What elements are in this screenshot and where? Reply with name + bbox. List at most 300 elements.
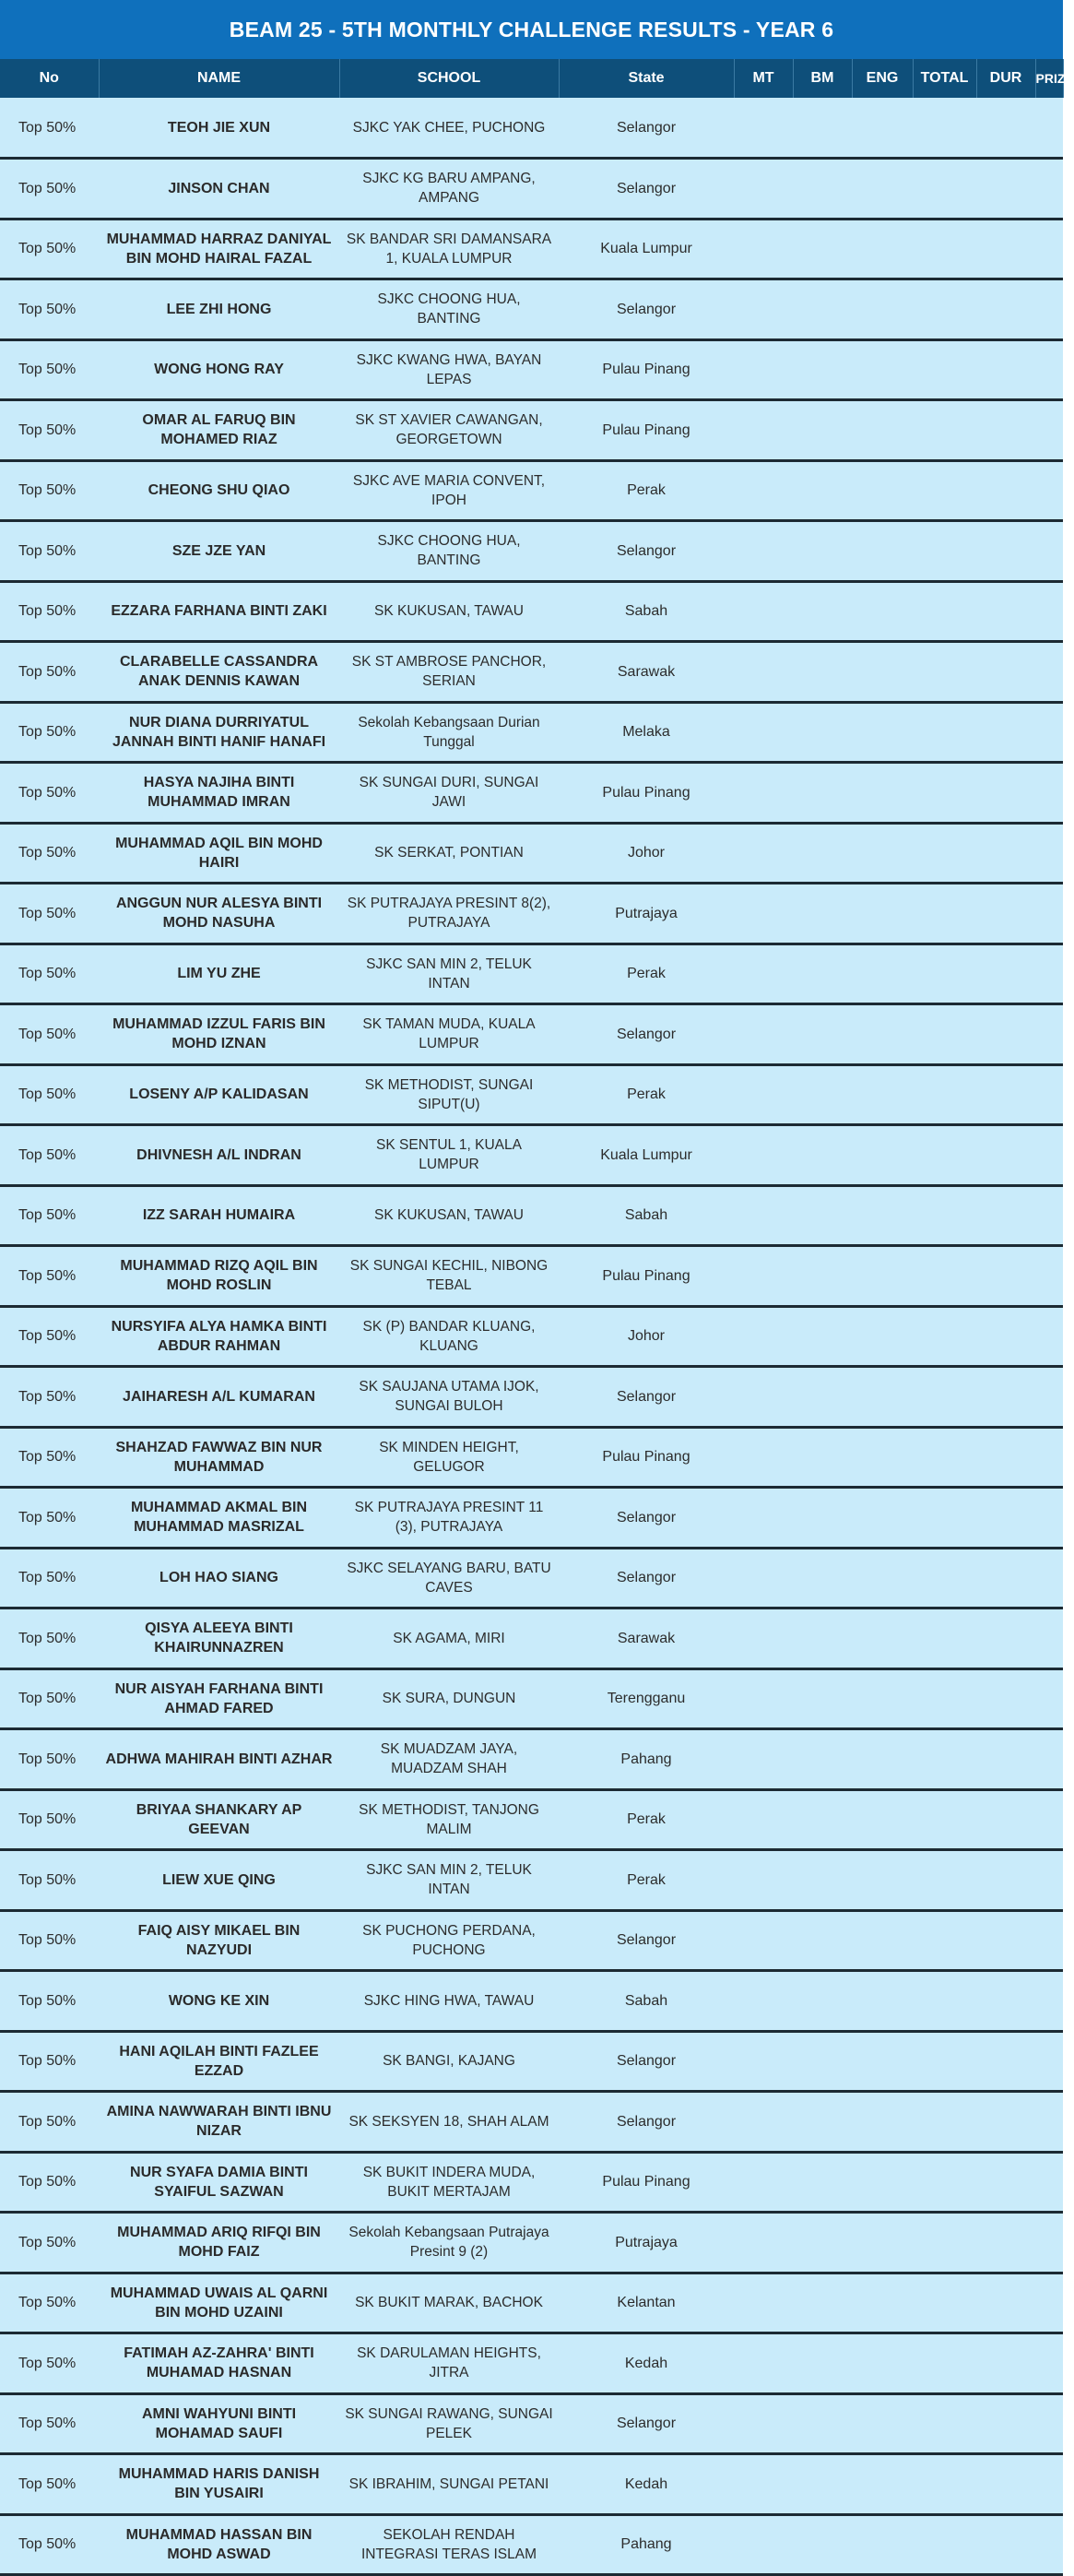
prize-cell <box>1035 1427 1063 1488</box>
total-score-cell <box>913 2454 976 2515</box>
duration-cell <box>976 1367 1035 1428</box>
student-name-cell: FAIQ AISY MIKAEL BIN NAZYUDI <box>99 1910 339 1971</box>
rank-cell: Top 50% <box>0 2213 99 2273</box>
mt-score-cell <box>734 2273 793 2333</box>
duration-cell <box>976 1246 1035 1307</box>
prize-cell <box>1035 642 1063 703</box>
student-name-cell: SHAHZAD FAWWAZ BIN NUR MUHAMMAD <box>99 1427 339 1488</box>
table-row <box>0 823 1063 884</box>
bm-score-cell <box>793 1306 852 1367</box>
bm-score-cell <box>793 1609 852 1669</box>
table-row <box>0 460 1063 521</box>
rank-cell: Top 50% <box>0 1367 99 1428</box>
mt-score-cell <box>734 581 793 642</box>
total-score-cell <box>913 1125 976 1186</box>
duration-cell <box>976 98 1035 159</box>
rank-cell: Top 50% <box>0 460 99 521</box>
school-cell: SK KUKUSAN, TAWAU <box>339 1185 559 1246</box>
table-row <box>0 2031 1063 2092</box>
student-name-cell: AMINA NAWWARAH BINTI IBNU NIZAR <box>99 2092 339 2153</box>
student-name-cell: LIM YU ZHE <box>99 944 339 1004</box>
state-cell: Selangor <box>559 2031 734 2092</box>
rank-cell: Top 50% <box>0 1125 99 1186</box>
total-score-cell <box>913 339 976 400</box>
state-cell: Sabah <box>559 1185 734 1246</box>
rank-cell: Top 50% <box>0 1246 99 1307</box>
total-score-cell <box>913 1367 976 1428</box>
state-cell: Pulau Pinang <box>559 1246 734 1307</box>
rank-cell: Top 50% <box>0 1971 99 2032</box>
mt-score-cell <box>734 763 793 824</box>
duration-cell <box>976 642 1035 703</box>
rank-cell: Top 50% <box>0 1064 99 1125</box>
student-name-cell: LOH HAO SIANG <box>99 1548 339 1609</box>
duration-cell <box>976 1910 1035 1971</box>
eng-score-cell <box>852 1729 913 1790</box>
student-name-cell: HANI AQILAH BINTI FAZLEE EZZAD <box>99 2031 339 2092</box>
eng-score-cell <box>852 1488 913 1549</box>
prize-cell <box>1035 2031 1063 2092</box>
mt-score-cell <box>734 702 793 763</box>
eng-score-cell <box>852 2454 913 2515</box>
state-cell: Perak <box>559 944 734 1004</box>
state-cell: Selangor <box>559 279 734 340</box>
student-name-cell: WONG KE XIN <box>99 1971 339 2032</box>
bm-score-cell <box>793 702 852 763</box>
student-name-cell: DHIVNESH A/L INDRAN <box>99 1125 339 1186</box>
state-cell: Perak <box>559 1789 734 1850</box>
school-cell: SK SUNGAI DURI, SUNGAI JAWI <box>339 763 559 824</box>
school-cell: Sekolah Kebangsaan Putrajaya Presint 9 (2) <box>339 2213 559 2273</box>
prize-cell <box>1035 2152 1063 2213</box>
total-score-cell <box>913 1729 976 1790</box>
mt-score-cell <box>734 159 793 220</box>
school-cell: SJKC KWANG HWA, BAYAN LEPAS <box>339 339 559 400</box>
duration-cell <box>976 1125 1035 1186</box>
table-row <box>0 1789 1063 1850</box>
table-row <box>0 763 1063 824</box>
prize-cell <box>1035 1367 1063 1428</box>
total-score-cell <box>913 1185 976 1246</box>
school-cell: SK BUKIT MARAK, BACHOK <box>339 2273 559 2333</box>
bm-score-cell <box>793 1789 852 1850</box>
state-cell: Pulau Pinang <box>559 2152 734 2213</box>
school-cell: SJKC AVE MARIA CONVENT, IPOH <box>339 460 559 521</box>
student-name-cell: MUHAMMAD AQIL BIN MOHD HAIRI <box>99 823 339 884</box>
duration-cell <box>976 400 1035 461</box>
bm-score-cell <box>793 1185 852 1246</box>
prize-cell <box>1035 279 1063 340</box>
table-row <box>0 1668 1063 1729</box>
eng-score-cell <box>852 1185 913 1246</box>
table-row <box>0 2273 1063 2333</box>
eng-score-cell <box>852 2031 913 2092</box>
mt-score-cell <box>734 1246 793 1307</box>
duration-cell <box>976 1971 1035 2032</box>
state-cell: Perak <box>559 1064 734 1125</box>
eng-score-cell <box>852 400 913 461</box>
school-cell: SJKC KG BARU AMPANG, AMPANG <box>339 159 559 220</box>
eng-score-cell <box>852 1910 913 1971</box>
student-name-cell: LIEW XUE QING <box>99 1850 339 1911</box>
eng-score-cell <box>852 2273 913 2333</box>
prize-cell <box>1035 1910 1063 1971</box>
state-cell: Selangor <box>559 2393 734 2454</box>
school-cell: SK MINDEN HEIGHT, GELUGOR <box>339 1427 559 1488</box>
mt-score-cell <box>734 1004 793 1065</box>
rank-cell: Top 50% <box>0 1668 99 1729</box>
column-header-no: No <box>0 59 99 98</box>
duration-cell <box>976 1850 1035 1911</box>
bm-score-cell <box>793 581 852 642</box>
bm-score-cell <box>793 1910 852 1971</box>
eng-score-cell <box>852 1609 913 1669</box>
state-cell: Selangor <box>559 1367 734 1428</box>
eng-score-cell <box>852 884 913 944</box>
prize-cell <box>1035 1306 1063 1367</box>
mt-score-cell <box>734 1548 793 1609</box>
state-cell: Selangor <box>559 1004 734 1065</box>
state-cell: Pahang <box>559 1729 734 1790</box>
mt-score-cell <box>734 1367 793 1428</box>
total-score-cell <box>913 1427 976 1488</box>
eng-score-cell <box>852 2333 913 2394</box>
bm-score-cell <box>793 279 852 340</box>
duration-cell <box>976 219 1035 279</box>
table-row <box>0 2454 1063 2515</box>
table-row <box>0 2514 1063 2575</box>
total-score-cell <box>913 1971 976 2032</box>
mt-score-cell <box>734 823 793 884</box>
eng-score-cell <box>852 521 913 582</box>
bm-score-cell <box>793 1064 852 1125</box>
student-name-cell: MUHAMMAD UWAIS AL QARNI BIN MOHD UZAINI <box>99 2273 339 2333</box>
total-score-cell <box>913 884 976 944</box>
rank-cell: Top 50% <box>0 1185 99 1246</box>
duration-cell <box>976 1548 1035 1609</box>
bm-score-cell <box>793 1729 852 1790</box>
rank-cell: Top 50% <box>0 400 99 461</box>
total-score-cell <box>913 1306 976 1367</box>
mt-score-cell <box>734 2514 793 2575</box>
table-row <box>0 1185 1063 1246</box>
total-score-cell <box>913 460 976 521</box>
mt-score-cell <box>734 2393 793 2454</box>
bm-score-cell <box>793 1004 852 1065</box>
eng-score-cell <box>852 1246 913 1307</box>
table-row <box>0 339 1063 400</box>
total-score-cell <box>913 159 976 220</box>
eng-score-cell <box>852 1306 913 1367</box>
mt-score-cell <box>734 2092 793 2153</box>
total-score-cell <box>913 2514 976 2575</box>
mt-score-cell <box>734 2454 793 2515</box>
rank-cell: Top 50% <box>0 884 99 944</box>
state-cell: Kedah <box>559 2454 734 2515</box>
bm-score-cell <box>793 1488 852 1549</box>
duration-cell <box>976 2454 1035 2515</box>
eng-score-cell <box>852 944 913 1004</box>
duration-cell <box>976 2273 1035 2333</box>
state-cell: Kedah <box>559 2333 734 2394</box>
total-score-cell <box>913 1850 976 1911</box>
prize-cell <box>1035 1971 1063 2032</box>
mt-score-cell <box>734 219 793 279</box>
rank-cell: Top 50% <box>0 2514 99 2575</box>
state-cell: Melaka <box>559 702 734 763</box>
total-score-cell <box>913 763 976 824</box>
student-name-cell: NUR DIANA DURRIYATUL JANNAH BINTI HANIF HANAFI <box>99 702 339 763</box>
state-cell: Pulau Pinang <box>559 339 734 400</box>
student-name-cell: QISYA ALEEYA BINTI KHAIRUNNAZREN <box>99 1609 339 1669</box>
state-cell: Sarawak <box>559 1609 734 1669</box>
school-cell: SJKC YAK CHEE, PUCHONG <box>339 98 559 159</box>
mt-score-cell <box>734 1185 793 1246</box>
state-cell: Pahang <box>559 2514 734 2575</box>
student-name-cell: MUHAMMAD IZZUL FARIS BIN MOHD IZNAN <box>99 1004 339 1065</box>
rank-cell: Top 50% <box>0 1548 99 1609</box>
rank-cell: Top 50% <box>0 98 99 159</box>
state-cell: Kelantan <box>559 2273 734 2333</box>
bm-score-cell <box>793 1246 852 1307</box>
school-cell: SJKC HING HWA, TAWAU <box>339 1971 559 2032</box>
eng-score-cell <box>852 2152 913 2213</box>
prize-cell <box>1035 884 1063 944</box>
total-score-cell <box>913 2092 976 2153</box>
mt-score-cell <box>734 1850 793 1911</box>
student-name-cell: MUHAMMAD ARIQ RIFQI BIN MOHD FAIZ <box>99 2213 339 2273</box>
prize-cell <box>1035 702 1063 763</box>
duration-cell <box>976 2213 1035 2273</box>
prize-cell <box>1035 1789 1063 1850</box>
student-name-cell: IZZ SARAH HUMAIRA <box>99 1185 339 1246</box>
duration-cell <box>976 159 1035 220</box>
school-cell: SK TAMAN MUDA, KUALA LUMPUR <box>339 1004 559 1065</box>
student-name-cell: LOSENY A/P KALIDASAN <box>99 1064 339 1125</box>
school-cell: SK DARULAMAN HEIGHTS, JITRA <box>339 2333 559 2394</box>
student-name-cell: LEE ZHI HONG <box>99 279 339 340</box>
student-name-cell: MUHAMMAD AKMAL BIN MUHAMMAD MASRIZAL <box>99 1488 339 1549</box>
column-header-school: SCHOOL <box>339 59 559 98</box>
rank-cell: Top 50% <box>0 1609 99 1669</box>
state-cell: Pulau Pinang <box>559 1427 734 1488</box>
student-name-cell: OMAR AL FARUQ BIN MOHAMED RIAZ <box>99 400 339 461</box>
header-row <box>0 59 1063 98</box>
eng-score-cell <box>852 1971 913 2032</box>
prize-cell <box>1035 2454 1063 2515</box>
state-cell: Selangor <box>559 1488 734 1549</box>
school-cell: SK PUTRAJAYA PRESINT 11 (3), PUTRAJAYA <box>339 1488 559 1549</box>
duration-cell <box>976 1668 1035 1729</box>
mt-score-cell <box>734 1789 793 1850</box>
table-row <box>0 944 1063 1004</box>
duration-cell <box>976 884 1035 944</box>
bm-score-cell <box>793 1668 852 1729</box>
prize-cell <box>1035 1850 1063 1911</box>
eng-score-cell <box>852 763 913 824</box>
table-row <box>0 219 1063 279</box>
total-score-cell <box>913 823 976 884</box>
bm-score-cell <box>793 2333 852 2394</box>
eng-score-cell <box>852 581 913 642</box>
bm-score-cell <box>793 884 852 944</box>
prize-cell <box>1035 2273 1063 2333</box>
prize-cell <box>1035 2514 1063 2575</box>
total-score-cell <box>913 2213 976 2273</box>
school-cell: SK IBRAHIM, SUNGAI PETANI <box>339 2454 559 2515</box>
state-cell: Terengganu <box>559 1668 734 1729</box>
student-name-cell: TEOH JIE XUN <box>99 98 339 159</box>
duration-cell <box>976 763 1035 824</box>
rank-cell: Top 50% <box>0 2152 99 2213</box>
duration-cell <box>976 1306 1035 1367</box>
bm-score-cell <box>793 2092 852 2153</box>
duration-cell <box>976 1004 1035 1065</box>
bm-score-cell <box>793 339 852 400</box>
total-score-cell <box>913 1668 976 1729</box>
rank-cell: Top 50% <box>0 2393 99 2454</box>
mt-score-cell <box>734 279 793 340</box>
duration-cell <box>976 460 1035 521</box>
school-cell: SK ST XAVIER CAWANGAN, GEORGETOWN <box>339 400 559 461</box>
bm-score-cell <box>793 98 852 159</box>
bm-score-cell <box>793 521 852 582</box>
table-row <box>0 1850 1063 1911</box>
total-score-cell <box>913 98 976 159</box>
state-cell: Sarawak <box>559 642 734 703</box>
student-name-cell: WONG HONG RAY <box>99 339 339 400</box>
bm-score-cell <box>793 642 852 703</box>
duration-cell <box>976 2333 1035 2394</box>
eng-score-cell <box>852 98 913 159</box>
eng-score-cell <box>852 1125 913 1186</box>
column-header-total: TOTAL <box>913 59 976 98</box>
school-cell: SJKC CHOONG HUA, BANTING <box>339 521 559 582</box>
prize-cell <box>1035 823 1063 884</box>
bm-score-cell <box>793 763 852 824</box>
eng-score-cell <box>852 339 913 400</box>
column-header-mt: MT <box>734 59 793 98</box>
table-row <box>0 1125 1063 1186</box>
state-cell: Pulau Pinang <box>559 400 734 461</box>
student-name-cell: JAIHARESH A/L KUMARAN <box>99 1367 339 1428</box>
mt-score-cell <box>734 339 793 400</box>
rank-cell: Top 50% <box>0 702 99 763</box>
rank-cell: Top 50% <box>0 159 99 220</box>
school-cell: SK ST AMBROSE PANCHOR, SERIAN <box>339 642 559 703</box>
table-row <box>0 1971 1063 2032</box>
total-score-cell <box>913 1789 976 1850</box>
student-name-cell: MUHAMMAD HARIS DANISH BIN YUSAIRI <box>99 2454 339 2515</box>
prize-cell <box>1035 460 1063 521</box>
total-score-cell <box>913 1488 976 1549</box>
state-cell: Johor <box>559 1306 734 1367</box>
total-score-cell <box>913 1548 976 1609</box>
school-cell: SK METHODIST, TANJONG MALIM <box>339 1789 559 1850</box>
column-header-dur: DUR <box>976 59 1035 98</box>
student-name-cell: NURSYIFA ALYA HAMKA BINTI ABDUR RAHMAN <box>99 1306 339 1367</box>
eng-score-cell <box>852 1789 913 1850</box>
mt-score-cell <box>734 521 793 582</box>
duration-cell <box>976 2031 1035 2092</box>
rank-cell: Top 50% <box>0 763 99 824</box>
bm-score-cell <box>793 400 852 461</box>
bm-score-cell <box>793 1971 852 2032</box>
bm-score-cell <box>793 1850 852 1911</box>
school-cell: SK AGAMA, MIRI <box>339 1609 559 1669</box>
mt-score-cell <box>734 400 793 461</box>
rank-cell: Top 50% <box>0 823 99 884</box>
total-score-cell <box>913 1609 976 1669</box>
prize-cell <box>1035 1185 1063 1246</box>
table-row <box>0 2152 1063 2213</box>
bm-score-cell <box>793 944 852 1004</box>
eng-score-cell <box>852 1064 913 1125</box>
table-row <box>0 279 1063 340</box>
state-cell: Putrajaya <box>559 884 734 944</box>
total-score-cell <box>913 1910 976 1971</box>
rank-cell: Top 50% <box>0 2092 99 2153</box>
eng-score-cell <box>852 279 913 340</box>
table-row <box>0 400 1063 461</box>
column-header-state: State <box>559 59 734 98</box>
mt-score-cell <box>734 2333 793 2394</box>
duration-cell <box>976 1427 1035 1488</box>
bm-score-cell <box>793 1427 852 1488</box>
mt-score-cell <box>734 1488 793 1549</box>
state-cell: Selangor <box>559 1910 734 1971</box>
duration-cell <box>976 1729 1035 1790</box>
rank-cell: Top 50% <box>0 2454 99 2515</box>
column-header-name: NAME <box>99 59 339 98</box>
eng-score-cell <box>852 219 913 279</box>
school-cell: SJKC SAN MIN 2, TELUK INTAN <box>339 1850 559 1911</box>
school-cell: SK SURA, DUNGUN <box>339 1668 559 1729</box>
total-score-cell <box>913 219 976 279</box>
prize-cell <box>1035 2213 1063 2273</box>
table-row <box>0 702 1063 763</box>
total-score-cell <box>913 2152 976 2213</box>
rank-cell: Top 50% <box>0 1306 99 1367</box>
table-row <box>0 1548 1063 1609</box>
school-cell: SK SAUJANA UTAMA IJOK, SUNGAI BULOH <box>339 1367 559 1428</box>
mt-score-cell <box>734 2213 793 2273</box>
total-score-cell <box>913 1004 976 1065</box>
rank-cell: Top 50% <box>0 581 99 642</box>
state-cell: Sabah <box>559 1971 734 2032</box>
duration-cell <box>976 1185 1035 1246</box>
duration-cell <box>976 1789 1035 1850</box>
state-cell: Selangor <box>559 521 734 582</box>
bm-score-cell <box>793 159 852 220</box>
table-row <box>0 1910 1063 1971</box>
state-cell: Putrajaya <box>559 2213 734 2273</box>
total-score-cell <box>913 1246 976 1307</box>
prize-cell <box>1035 1729 1063 1790</box>
rank-cell: Top 50% <box>0 521 99 582</box>
table-row <box>0 2333 1063 2394</box>
duration-cell <box>976 279 1035 340</box>
student-name-cell: SZE JZE YAN <box>99 521 339 582</box>
school-cell: SK METHODIST, SUNGAI SIPUT(U) <box>339 1064 559 1125</box>
prize-cell <box>1035 2333 1063 2394</box>
duration-cell <box>976 823 1035 884</box>
mt-score-cell <box>734 1729 793 1790</box>
total-score-cell <box>913 581 976 642</box>
mt-score-cell <box>734 884 793 944</box>
school-cell: SJKC CHOONG HUA, BANTING <box>339 279 559 340</box>
rank-cell: Top 50% <box>0 2333 99 2394</box>
